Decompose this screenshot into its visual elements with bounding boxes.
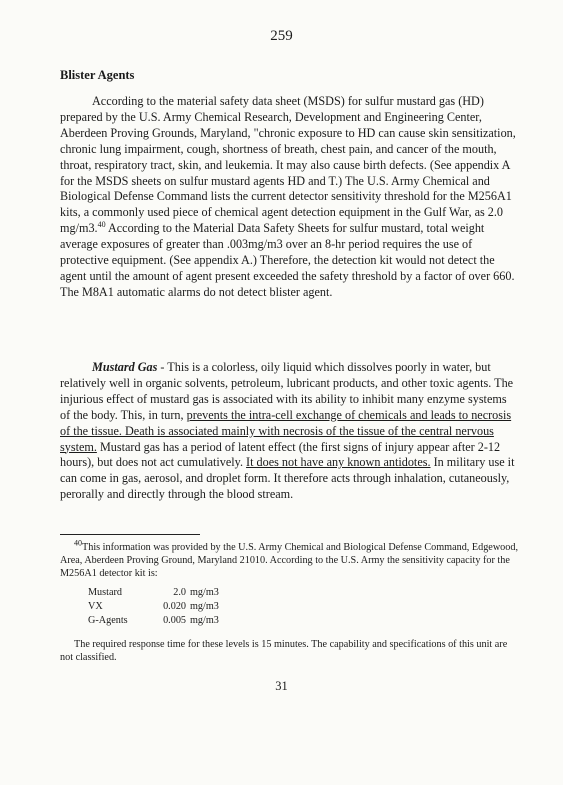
sensitivity-table: [88, 586, 225, 628]
table-row: [88, 586, 225, 600]
table-row: [88, 600, 225, 614]
footnote-marker: 40: [74, 538, 82, 548]
footnote-body: This information was provided by the U.S. Army Chemical and Biological Defense Command, Edgewood, Area, Aberdeen Proving Ground, Maryland 21010. According to the U.S. Army the sensitivity capacity for the M256A1 detector kit is:: [60, 542, 519, 580]
footnote-response-time: The required response time for these levels is 15 minutes. The capability and specifications of this unit are not classified.: [60, 639, 508, 664]
term-mustard-gas: Mustard Gas: [92, 360, 158, 374]
agent-name: VX: [88, 601, 103, 612]
mustard-underlined-1: prevents the intra-cell exchange of chemicals and leads to necrosis of the tissue. Death is associated mainly with necrosis of the tissue of the central nervous system.: [60, 407, 512, 454]
agent-unit: mg/m3: [190, 615, 219, 626]
section-heading: Blister Agents: [60, 68, 135, 82]
footnote-text: [60, 538, 519, 581]
agent-value: 2.0: [173, 587, 186, 598]
footnote-divider: [60, 534, 200, 535]
table-row: [88, 614, 225, 628]
agent-unit: mg/m3: [190, 587, 219, 598]
page-number-bottom: 31: [275, 679, 288, 693]
mustard-text-b: Mustard gas has a period of latent effect (the first signs of injury appear after 2-12 hours), but does not act cumulatively.: [60, 439, 501, 470]
page-number-top: 259: [270, 28, 293, 44]
mustard-text-c: In military use it can come in gas, aerosol, and droplet form. It therefore acts through inhalation, cutaneously, perorally and directly through the blood stream.: [60, 455, 515, 502]
paragraph-mustard-gas: [60, 360, 518, 503]
paragraph-msds-text: According to the material safety data sheet (MSDS) for sulfur mustard gas (HD) prepared by the U.S. Army Chemical Research, Development and Engineering Center, Aberdeen Proving Grounds, Maryland, "chronic exposure to HD can cause skin sensitization, chronic lung impairment, cough, shortness of breath, chest pain, and cancer of the mouth, throat, respiratory tract, skin, and leukemia. It may also cause birth defects. (See appendix A for the MSDS sheets on sulfur mustard agents HD and T.) The U.S. Army Chemical and Biological Defense Command lists the current detector sensitivity threshold for the M256A1 kits, a commonly used piece of chemical agent detection equipment in the Gulf War, as 2.0 mg/m3.: [60, 94, 516, 236]
agent-unit: mg/m3: [190, 601, 219, 612]
agent-name: G-Agents: [88, 615, 128, 626]
paragraph-msds-text-rest: According to the Material Data Safety Sheets for sulfur mustard, total weight average exposures of greater than .003mg/m3 over an 8-hr period requires the use of protective equipment. (See appendix A.) Therefore, the detection kit would not detect the agent until the amount of agent present exceeded the safety threshold by a factor of over 660. The M8A1 automatic alarms do not detect blister agent.: [60, 221, 515, 299]
agent-value: 0.020: [163, 601, 186, 612]
mustard-text-a: - This is a colorless, oily liquid which dissolves poorly in water, but relatively well in organic solvents, petroleum, lubricant products, and other toxic agents. The injurious effect of mustard gas is associated with its ability to inhibit many enzyme systems of the body. This, in turn,: [60, 360, 514, 422]
agent-value: 0.005: [163, 615, 186, 626]
paragraph-msds: [60, 94, 518, 301]
footnote-ref: 40: [97, 220, 106, 230]
agent-name: Mustard: [88, 587, 122, 598]
mustard-underlined-2: It does not have any known antidotes.: [246, 455, 431, 470]
